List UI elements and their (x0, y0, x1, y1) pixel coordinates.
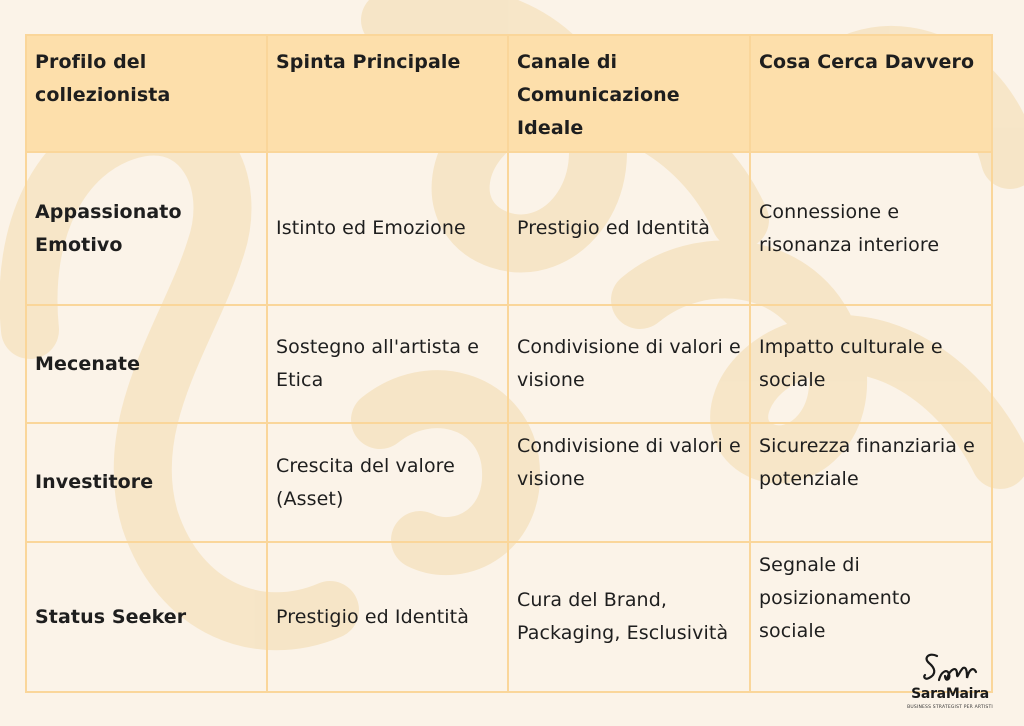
header-seeks: Cosa Cerca Davvero (750, 35, 992, 152)
cell-channel: Condivisione di valori e visione (508, 305, 750, 423)
header-channel: Canale di Comunicazione Ideale (508, 35, 750, 152)
cell-seeks: Segnale di posizionamento sociale (750, 542, 992, 692)
cell-drive: Prestigio ed Identità (267, 542, 508, 692)
table-row (26, 152, 992, 305)
cell-profile: Mecenate (26, 305, 267, 423)
table-row (26, 305, 992, 423)
table-row (26, 542, 992, 692)
header-profile: Profilo del collezionista (26, 35, 267, 152)
cell-profile: Appassionato Emotivo (26, 152, 267, 305)
cell-profile: Investitore (26, 423, 267, 542)
cell-seeks: Connessione e risonanza interiore (750, 152, 992, 305)
table-row (26, 423, 992, 542)
cell-channel: Cura del Brand, Packaging, Esclusività (508, 542, 750, 692)
cell-profile: Status Seeker (26, 542, 267, 692)
cell-drive: Istinto ed Emozione (267, 152, 508, 305)
header-drive: Spinta Principale (267, 35, 508, 152)
cell-seeks: Impatto culturale e sociale (750, 305, 992, 423)
cell-channel: Condivisione di valori e visione (508, 423, 750, 542)
cell-seeks: Sicurezza finanziaria e potenziale (750, 423, 992, 542)
logo-wordmark: SaraMaira (911, 686, 989, 702)
table-header-row (26, 35, 992, 152)
cell-drive: Crescita del valore (Asset) (267, 423, 508, 542)
cell-drive: Sostegno all'artista e Etica (267, 305, 508, 423)
collector-profiles-table (25, 34, 993, 693)
brand-logo (905, 650, 995, 720)
signature-mark-icon (921, 650, 981, 686)
cell-channel: Prestigio ed Identità (508, 152, 750, 305)
logo-tagline: BUSINESS STRATEGIST PER ARTISTI (907, 705, 993, 710)
